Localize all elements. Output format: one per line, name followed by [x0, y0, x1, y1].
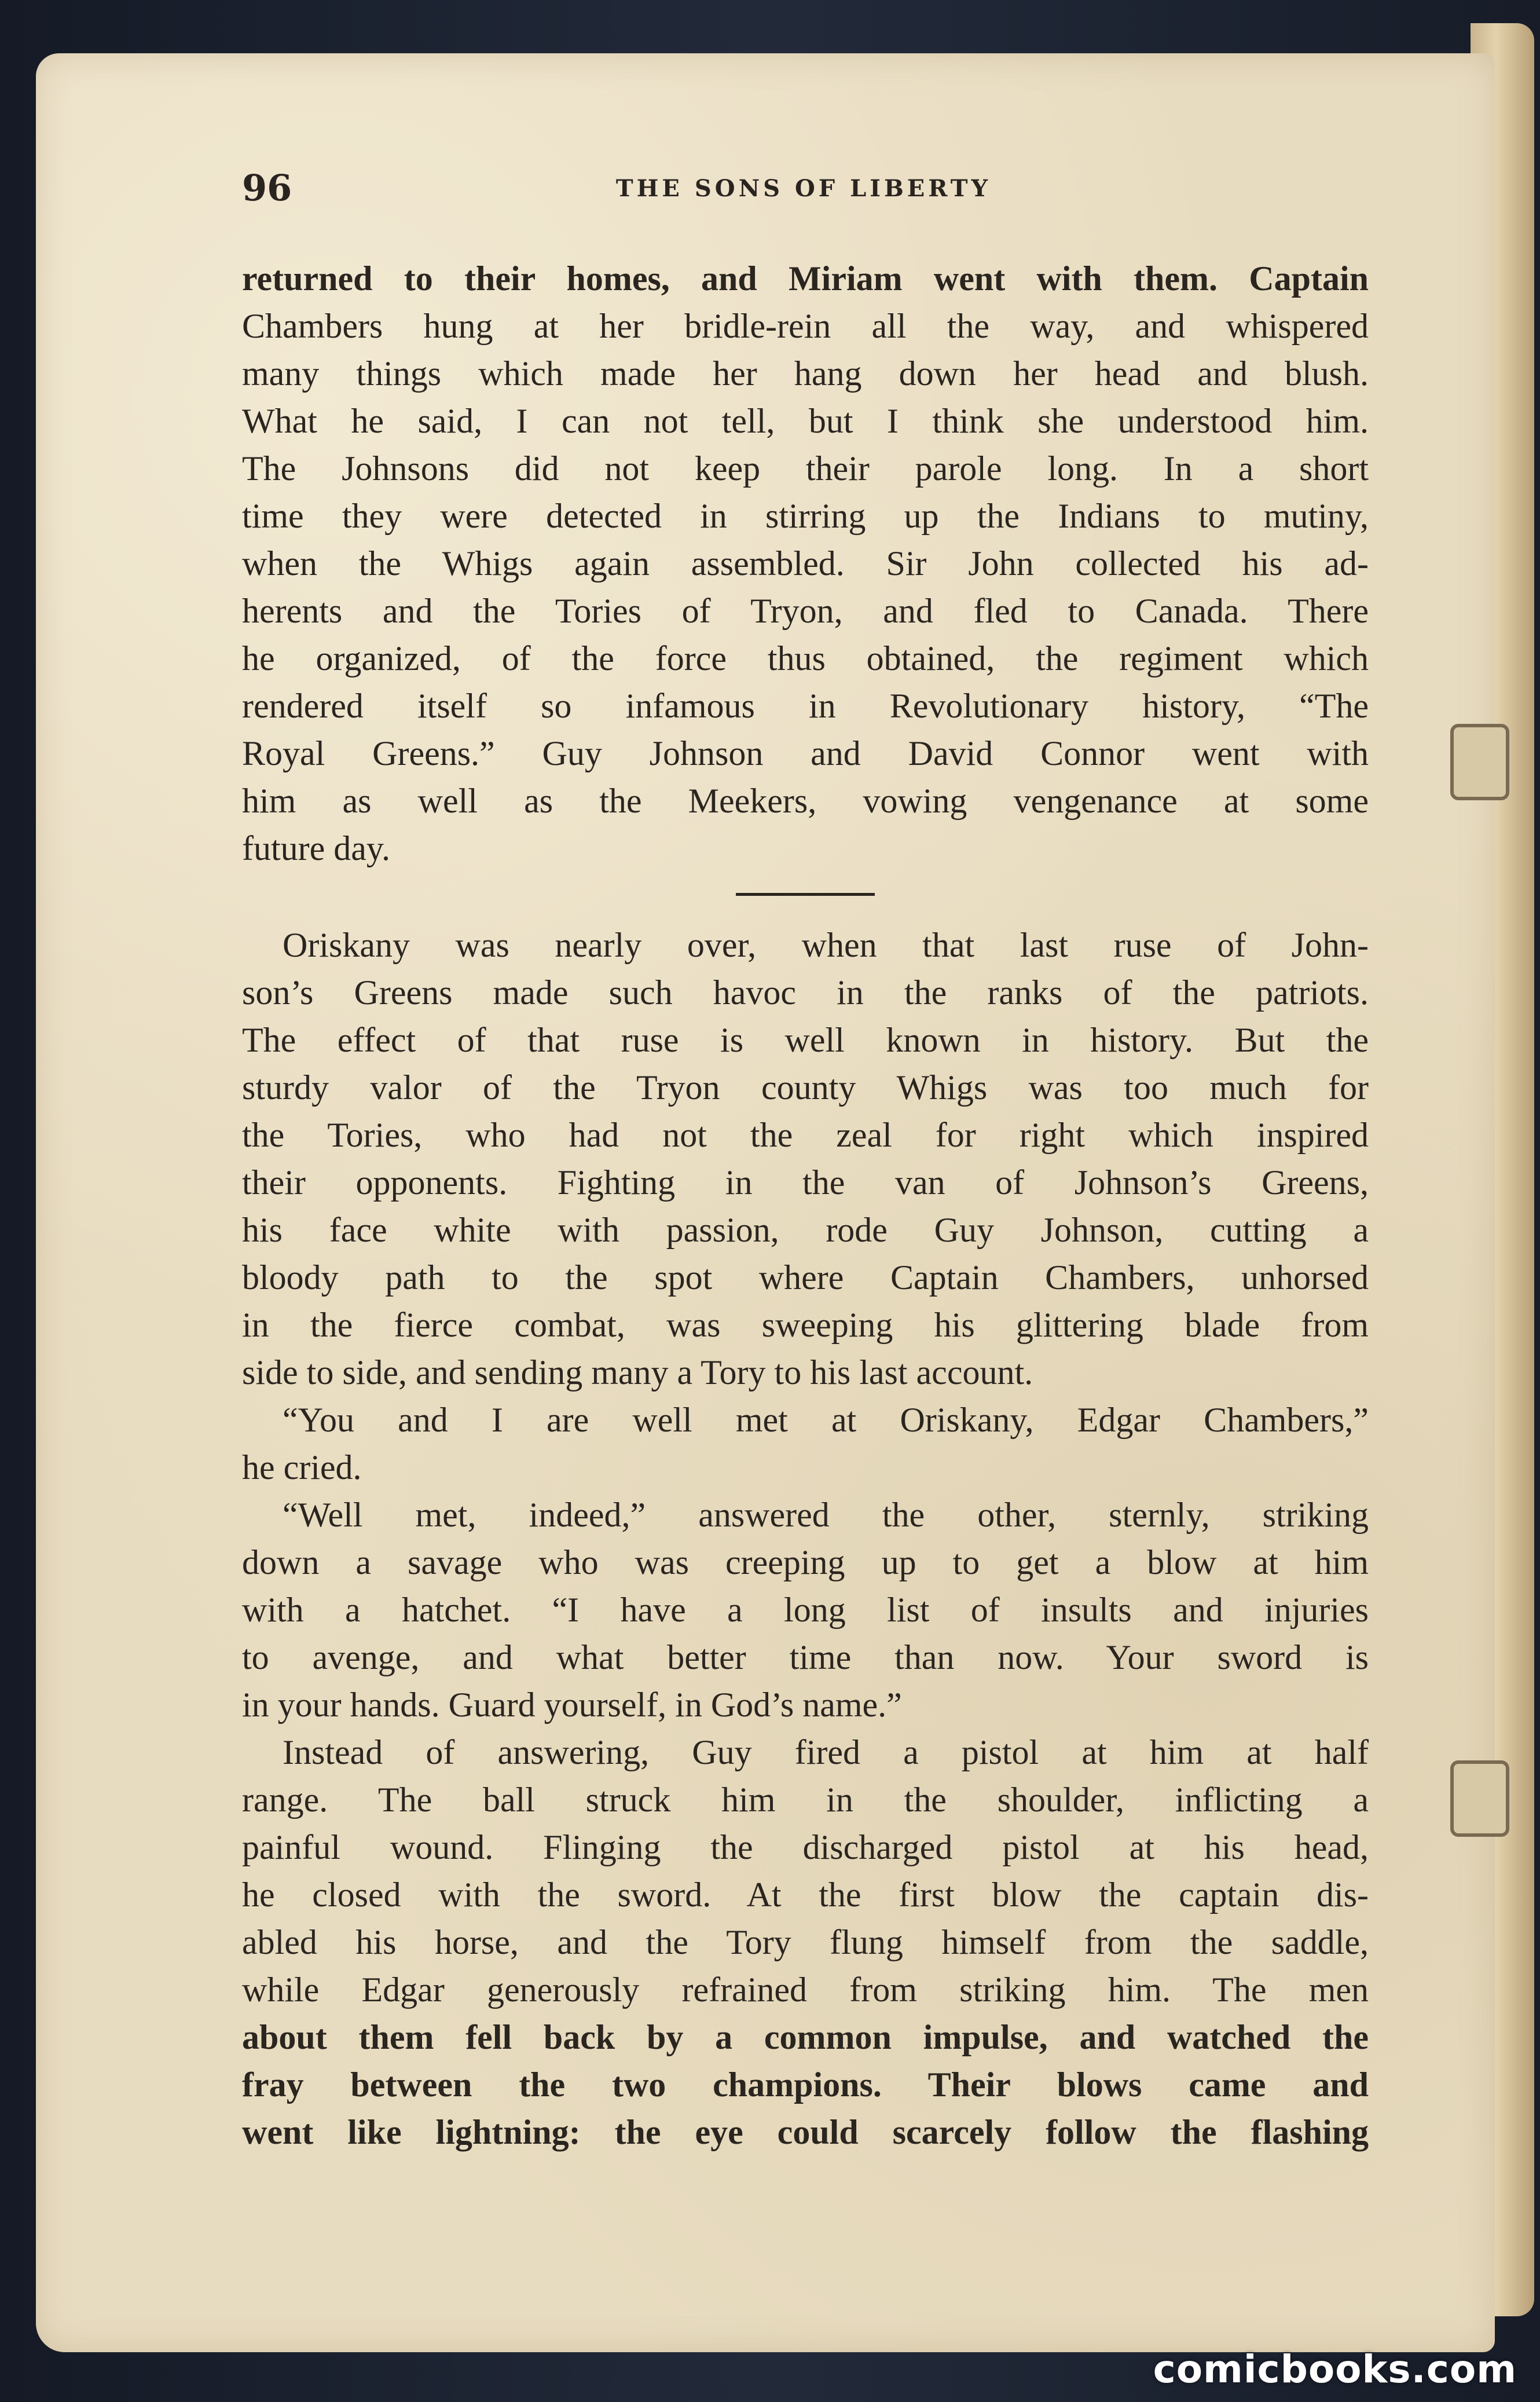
text-line: sturdy valor of the Tryon county Whigs was too much for — [242, 1068, 1369, 1107]
text-line: Oriskany was nearly over, when that last ruse of John- — [283, 926, 1369, 964]
text-line: with a hatchet. “I have a long list of insults and injuries — [242, 1591, 1369, 1629]
page-number: 96 — [242, 167, 292, 209]
text-line: Royal Greens.” Guy Johnson and David Connor went with — [242, 734, 1369, 772]
text-line: to avenge, and what better time than now. Your sword is — [242, 1638, 1369, 1676]
text-line: “Well met, indeed,” answered the other, sternly, striking — [283, 1496, 1369, 1534]
text-line: him as well as the Meekers, vowing vengenance at some — [242, 782, 1369, 820]
text-line: Chambers hung at her bridle-rein all the way, and whispered — [242, 307, 1369, 345]
text-line: future day. — [242, 829, 390, 867]
text-line: many things which made her hang down her head and blush. — [242, 354, 1369, 393]
body-text — [242, 255, 1369, 2156]
text-line: side to side, and sending many a Tory to his last account. — [242, 1353, 1033, 1392]
text-line: the Tories, who had not the zeal for right which inspired — [242, 1116, 1369, 1154]
text-line: Instead of answering, Guy fired a pistol at him at half — [283, 1733, 1369, 1771]
text-line: returned to their homes, and Miriam went with them. Captain — [242, 259, 1369, 298]
section-divider — [736, 893, 875, 896]
text-line: The Johnsons did not keep their parole long. In a short — [242, 449, 1369, 488]
text-line: his face white with passion, rode Guy Johnson, cutting a — [242, 1211, 1369, 1249]
running-title: THE SONS OF LIBERTY — [615, 175, 992, 202]
paragraph-5 — [242, 1729, 1369, 2156]
site-watermark: comicbooks.com — [1153, 2347, 1517, 2392]
text-line: about them fell back by a common impulse, and watched the — [242, 2018, 1369, 2056]
text-line: went like lightning: the eye could scarcely follow the flashing — [242, 2113, 1369, 2151]
text-line: down a savage who was creeping up to get a blow at him — [242, 1543, 1369, 1581]
running-head — [242, 167, 1365, 213]
text-line: bloody path to the spot where Captain Chambers, unhorsed — [242, 1258, 1369, 1297]
text-line: son’s Greens made such havoc in the ranks of the patriots. — [242, 973, 1369, 1012]
paragraph-3 — [242, 1396, 1369, 1491]
paragraph-2 — [242, 921, 1369, 1396]
paragraph-4 — [242, 1491, 1369, 1729]
text-line: herents and the Tories of Tryon, and fled to Canada. There — [242, 592, 1369, 630]
text-line: he closed with the sword. At the first blow the captain dis- — [242, 1876, 1369, 1914]
text-line: range. The ball struck him in the shoulder, inflicting a — [242, 1781, 1369, 1819]
text-line: painful wound. Flinging the discharged pistol at his head, — [242, 1828, 1369, 1866]
text-line: The effect of that ruse is well known in history. But the — [242, 1021, 1369, 1059]
text-line: fray between the two champions. Their blows came and — [242, 2066, 1369, 2104]
text-line: in the fierce combat, was sweeping his glittering blade from — [242, 1306, 1369, 1344]
binding-clip-upper — [1450, 724, 1509, 800]
text-line: rendered itself so infamous in Revolutionary history, “The — [242, 687, 1369, 725]
paragraph-1 — [242, 255, 1369, 872]
text-line: in your hands. Guard yourself, in God’s name.” — [242, 1686, 902, 1724]
text-line: abled his horse, and the Tory flung himself from the saddle, — [242, 1923, 1369, 1961]
text-line: What he said, I can not tell, but I think she understood him. — [242, 402, 1369, 440]
text-line: when the Whigs again assembled. Sir John collected his ad- — [242, 544, 1369, 583]
text-line: while Edgar generously refrained from striking him. The men — [242, 1971, 1369, 2009]
binding-clip-lower — [1450, 1760, 1509, 1837]
text-line: their opponents. Fighting in the van of Johnson’s Greens, — [242, 1163, 1369, 1202]
text-line: “You and I are well met at Oriskany, Edgar Chambers,” — [283, 1401, 1369, 1439]
text-line: time they were detected in stirring up the Indians to mutiny, — [242, 497, 1369, 535]
text-line: he cried. — [242, 1448, 362, 1486]
text-line: he organized, of the force thus obtained, the regiment which — [242, 639, 1369, 678]
